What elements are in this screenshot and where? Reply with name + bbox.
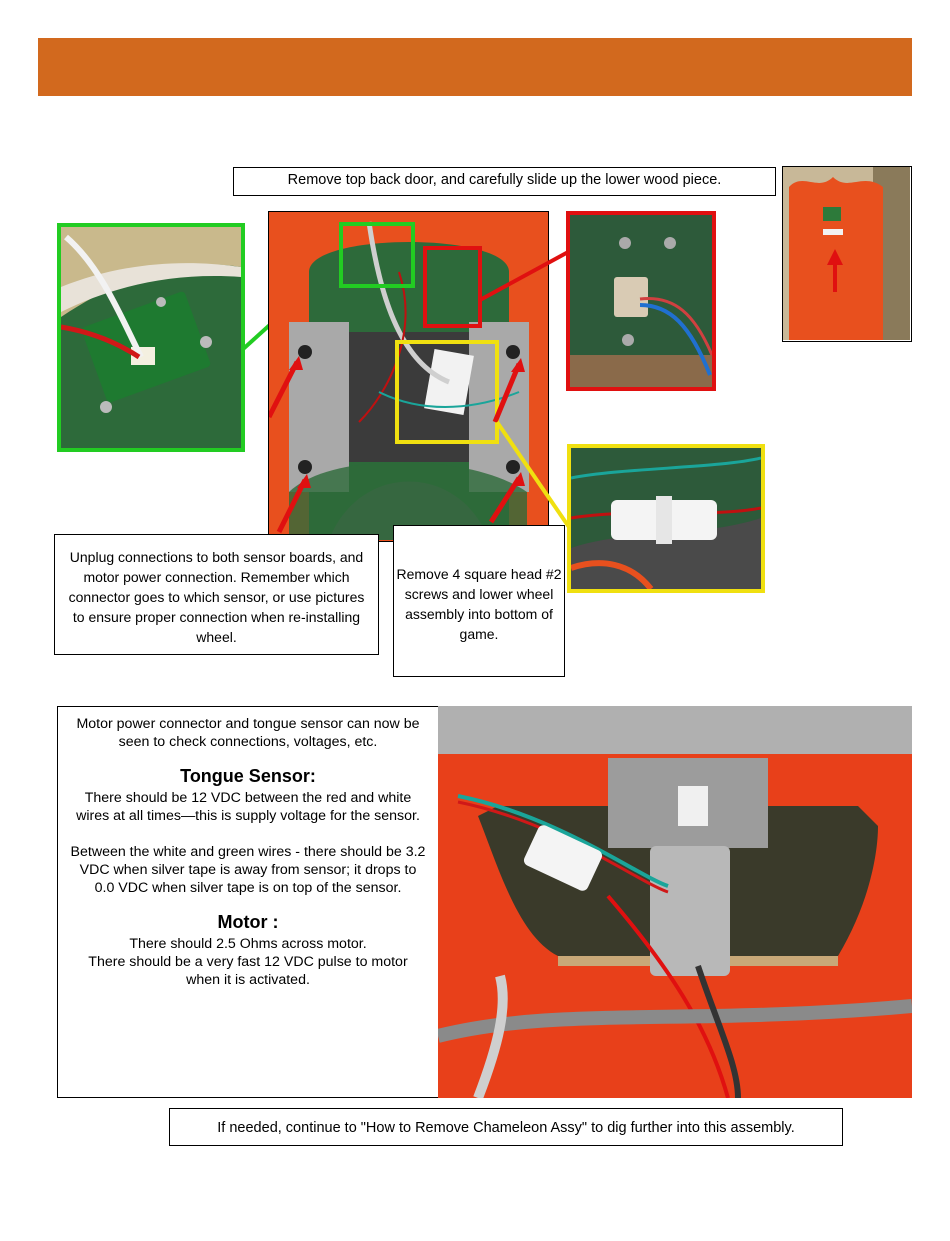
tongue-sensor-text-1: There should be 12 VDC between the red and white wires at all times—this is supply voltage for the sensor. — [76, 790, 420, 824]
callout-unplug-connections: Unplug connections to both sensor boards, and motor power connection. Remember which connector goes to which sensor, or use pictures to ensure proper connection when re-installing wheel. — [54, 534, 379, 655]
cabinet-photo — [782, 166, 912, 342]
yellow-leader-line — [495, 420, 575, 535]
motor-text-2: There should be a very fast 12 VDC pulse to motor when it is activated. — [88, 954, 408, 988]
motor-photo — [438, 706, 912, 1098]
callout-remove-door: Remove top back door, and carefully slide up the lower wood piece. — [233, 167, 776, 196]
callout-remove-screws: Remove 4 square head #2 screws and lower wheel assembly into bottom of game. — [393, 525, 565, 677]
motor-connector-photo — [566, 211, 716, 391]
header-banner — [38, 38, 912, 96]
motor-text-1: There should 2.5 Ohms across motor. — [129, 936, 367, 952]
info-intro: Motor power connector and tongue sensor can now be seen to check connections, voltages, etc. — [76, 716, 420, 750]
callout-continue-next-guide: If needed, continue to "How to Remove Chameleon Assy" to dig further into this assembly. — [169, 1108, 843, 1146]
sensor-board-photo — [57, 223, 245, 452]
power-connector-photo — [567, 444, 765, 593]
red-leader-line — [478, 248, 573, 303]
motor-heading: Motor : — [217, 912, 279, 932]
voltage-info-box — [57, 706, 439, 1098]
tongue-sensor-heading: Tongue Sensor: — [180, 766, 316, 786]
tongue-sensor-text-2: Between the white and green wires - there should be 3.2 VDC when silver tape is away from sensor; it drops to 0.0 VDC when silver tape is on top of the sensor. — [70, 844, 426, 896]
